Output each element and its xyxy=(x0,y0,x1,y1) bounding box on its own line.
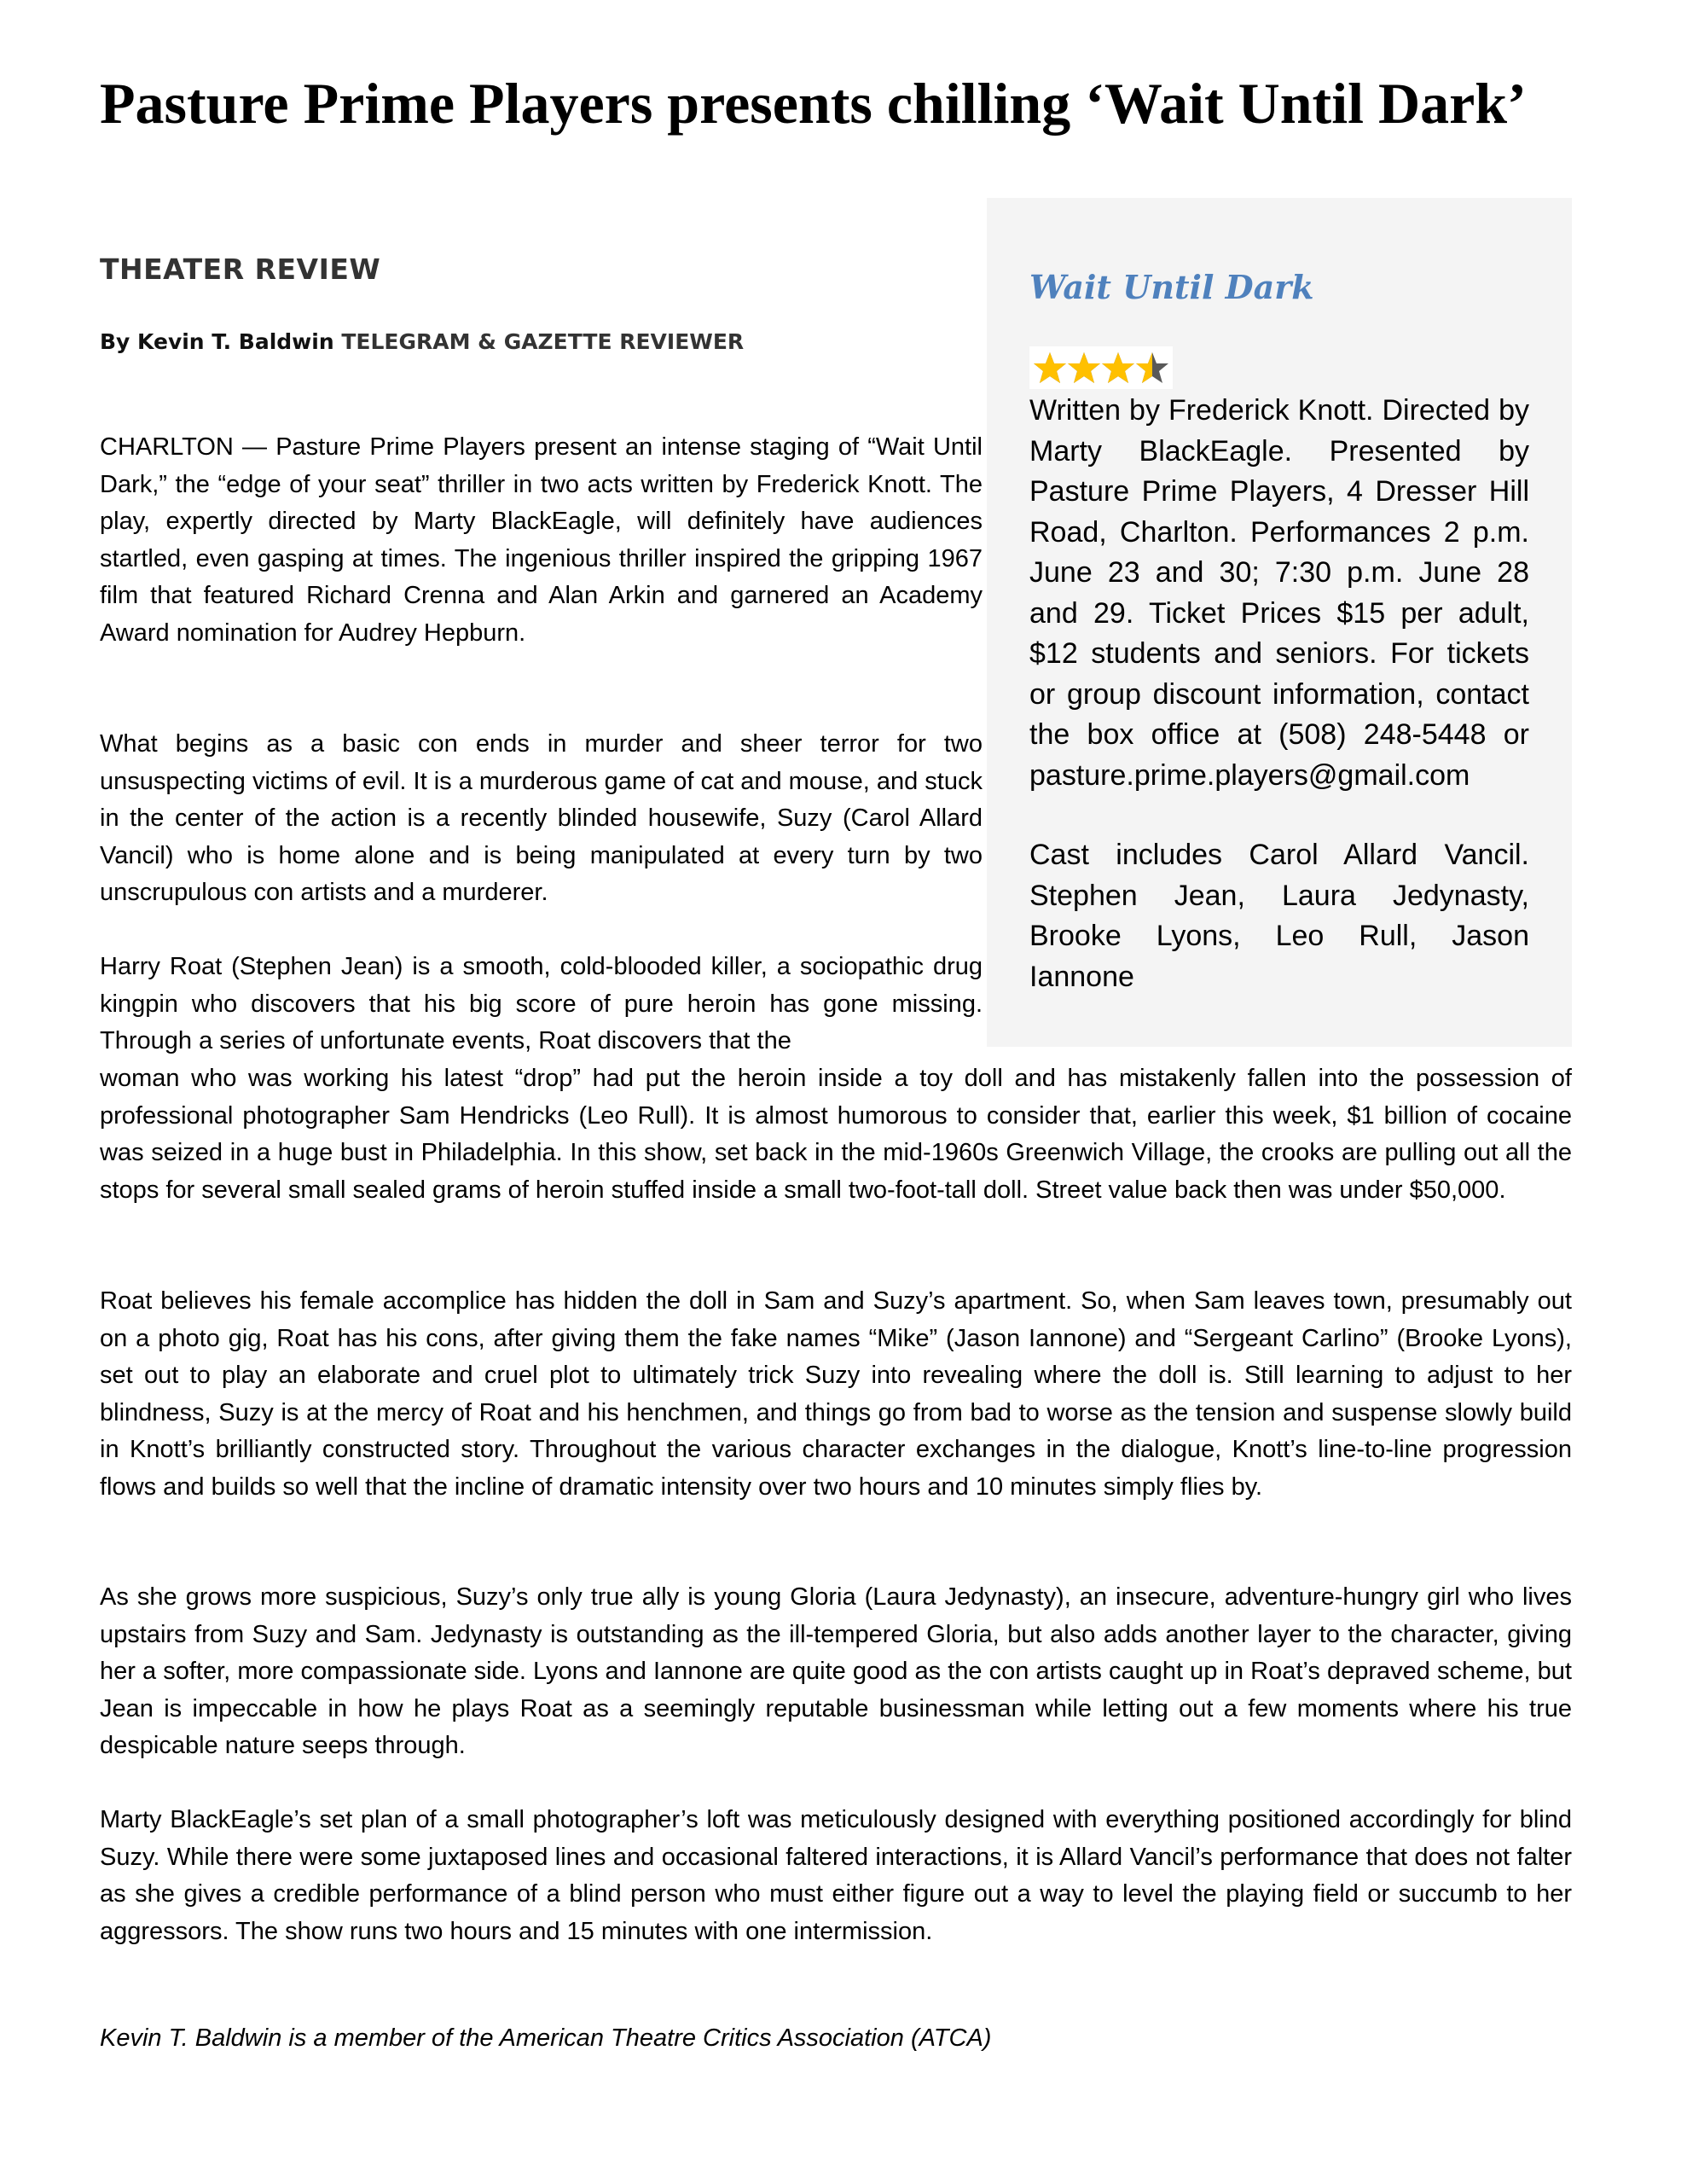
info-box-title: Wait Until Dark xyxy=(1029,268,1314,306)
show-details: Written by Frederick Knott. Directed by Marty BlackEagle. Presented by Pasture Prime Players, 4 Dresser Hill Road, Charlton. Performances 2 p.m. June 23 and 30; 7:30 p.m. June 28 and 29. Ticket Prices $15 per adult, $12 students and seniors. For tickets or group discount information, contact the box office at (508) 248-5448 or pasture.prime.players@gmail.com xyxy=(1029,394,1529,792)
author-credit: Kevin T. Baldwin is a member of the American Theatre Critics Association (ATCA) xyxy=(100,2024,992,2052)
star-full-icon xyxy=(1033,351,1067,385)
byline-author: By Kevin T. Baldwin xyxy=(100,329,334,354)
cast-list: Cast includes Carol Allard Vancil. Stephen Jean, Laura Jedynasty, Brooke Lyons, Leo Rull, Jason Iannone xyxy=(1029,839,1529,993)
star-half-icon xyxy=(1135,351,1169,385)
article-headline: Pasture Prime Players presents chilling ‘Wait Until Dark’ xyxy=(100,71,1527,136)
star-full-icon xyxy=(1067,351,1101,385)
byline-organization: TELEGRAM & GAZETTE REVIEWER xyxy=(341,329,745,354)
article-paragraph: Roat believes his female accomplice has hidden the doll in Sam and Suzy’s apartment. So, when Sam leaves town, presumably out on a photo gig, Roat has his cons, after giving them the fake names “Mike” (Jason Iannone) and “Sergeant Carlino” (Brooke Lyons), set out to play an elaborate and cruel plot to ultimately trick Suzy into revealing where the doll is. Still learning to adjust to her blindness, Suzy is at the mercy of Roat and his henchmen, and things go from bad to worse as the tension and suspense slowly build in Knott’s brilliantly constructed story. Throughout the various character exchanges in the dialogue, Knott’s line-to-line progression flows and builds so well that the incline of dramatic intensity over two hours and 10 minutes simply flies by. xyxy=(100,1287,1572,1501)
star-full-icon xyxy=(1101,351,1135,385)
article-paragraph: As she grows more suspicious, Suzy’s only true ally is young Gloria (Laura Jedynasty), an insecure, adventure-hungry girl who lives upstairs from Suzy and Sam. Jedynasty is outstanding as the ill-tempered Gloria, but also adds another layer to the character, giving her a softer, more compassionate side. Lyons and Iannone are quite good as the con artists caught up in Roat’s depraved scheme, but Jean is impeccable in how he plays Roat as a seemingly reputable businessman while letting out a few moments where his true despicable nature seeps through. xyxy=(100,1583,1572,1759)
article-paragraph: What begins as a basic con ends in murder and sheer terror for two unsuspecting victims of evil. It is a murderous game of cat and mouse, and stuck in the center of the action is a recently blinded housewife, Suzy (Carol Allard Vancil) who is home alone and is being manipulated at every turn by two unscrupulous con artists and a murderer. xyxy=(100,730,983,906)
section-kicker: THEATER REVIEW xyxy=(100,253,381,286)
article-paragraph-continued: woman who was working his latest “drop” had put the heroin inside a toy doll and has mistakenly fallen into the possession of professional photographer Sam Hendricks (Leo Rull). It is almost humorous to consider that, earlier this week, $1 billion of cocaine was seized in a huge bust in Philadelphia. In this show, set back in the mid-1960s Greenwich Village, the crooks are pulling out all the stops for several small sealed grams of heroin stuffed inside a small two-foot-tall doll. Street value back then was under $50,000. xyxy=(100,1065,1572,1204)
byline xyxy=(100,329,744,354)
star-rating xyxy=(1029,346,1173,389)
info-box xyxy=(987,198,1572,1047)
article-paragraph: CHARLTON — Pasture Prime Players present an intense staging of “Wait Until Dark,” the “edge of your seat” thriller in two acts written by Frederick Knott. The play, expertly directed by Marty BlackEagle, will definitely have audiences startled, even gasping at times. The ingenious thriller inspired the gripping 1967 film that featured Richard Crenna and Alan Arkin and garnered an Academy Award nomination for Audrey Hepburn. xyxy=(100,433,983,647)
article-paragraph: Marty BlackEagle’s set plan of a small photographer’s loft was meticulously designed with everything positioned accordingly for blind Suzy. While there were some juxtaposed lines and occasional faltered interactions, it is Allard Vancil’s performance that does not falter as she gives a credible performance of a blind person who must either figure out a way to level the playing field or succumb to her aggressors. The show runs two hours and 15 minutes with one intermission. xyxy=(100,1806,1572,1945)
article-paragraph: Harry Roat (Stephen Jean) is a smooth, cold-blooded killer, a sociopathic drug kingpin who discovers that his big score of pure heroin has gone missing. Through a series of unfortunate events, Roat discovers that the xyxy=(100,953,983,1054)
